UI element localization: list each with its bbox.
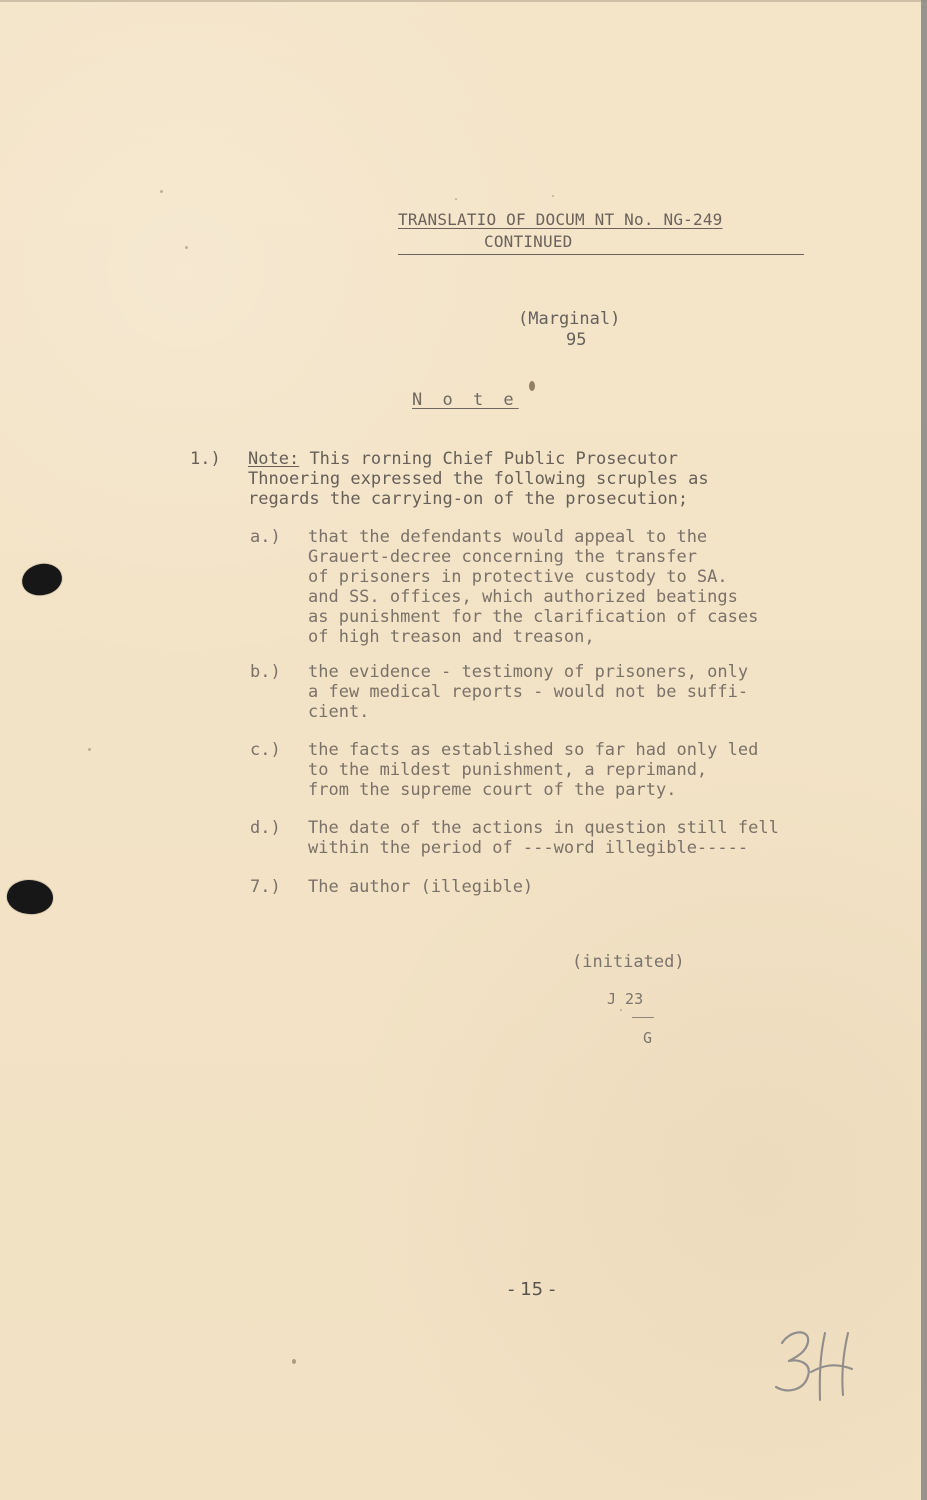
- paper-fleck: [185, 246, 188, 249]
- initial-code: J 23: [607, 990, 644, 1008]
- paper-fleck: [292, 1359, 296, 1364]
- item-b-line-2: a few medical reports - would not be suffi-: [308, 682, 749, 702]
- document-title-line-1: TRANSLATIO OF DOCUM NT No. NG-249: [398, 210, 723, 229]
- binder-hole-icon: [5, 877, 55, 916]
- item-7-line-1: The author (illegible): [308, 877, 534, 897]
- item-b-line-3: cient.: [308, 702, 370, 722]
- initiated-label: (initiated): [572, 952, 685, 972]
- handwritten-number-34-signature: [764, 1314, 859, 1409]
- paper-fleck: [552, 195, 554, 197]
- item-a-line-4: and SS. offices, which authorized beatings: [308, 587, 738, 607]
- main-note-line-2: Thnoering expressed the following scruples as: [248, 469, 709, 489]
- item-marker-c: c.): [250, 740, 281, 760]
- binder-hole-icon: [20, 561, 64, 597]
- marginal-label: (Marginal): [518, 309, 621, 329]
- item-b-line-1: the evidence - testimony of prisoners, only: [308, 662, 749, 682]
- item-marker-7: 7.): [250, 877, 281, 897]
- main-note-number: 1.): [190, 449, 221, 469]
- document-title-line-2: CONTINUED: [484, 232, 573, 251]
- item-marker-d: d.): [250, 818, 281, 838]
- main-note-label: Note:: [248, 449, 300, 469]
- item-a-line-6: of high treason and treason,: [308, 627, 595, 647]
- item-marker-b: b.): [250, 662, 281, 682]
- initial-letter: G: [643, 1029, 653, 1047]
- item-c-line-2: to the mildest punishment, a reprimand,: [308, 760, 708, 780]
- note-heading: N o t e: [412, 390, 519, 410]
- marginal-number: 95: [566, 330, 587, 350]
- main-note-line-3: regards the carrying-on of the prosecution;: [248, 489, 689, 509]
- top-edge: [0, 0, 927, 2]
- item-marker-a: a.): [250, 527, 281, 547]
- paper-fleck: [88, 748, 91, 751]
- item-body-b: [308, 662, 868, 722]
- initial-rule: [632, 1017, 654, 1018]
- page-number: - 15 -: [508, 1279, 556, 1300]
- paper-fleck: [620, 1009, 622, 1011]
- item-body-7: [308, 877, 868, 897]
- item-a-line-2: Grauert-decree concerning the transfer: [308, 547, 697, 567]
- item-d-line-2: within the period of ---word illegible-----: [308, 838, 749, 858]
- main-note-line: [248, 450, 808, 470]
- item-c-line-1: the facts as established so far had only led: [308, 740, 759, 760]
- item-d-line-1: The date of the actions in question still fell: [308, 818, 779, 838]
- item-a-line-3: of prisoners in protective custody to SA.: [308, 567, 728, 587]
- paper-fleck: [160, 190, 163, 193]
- item-body-c: [308, 740, 868, 800]
- main-note-line-1: This rorning Chief Public Prosecutor: [309, 449, 678, 469]
- paper-fleck: [455, 198, 457, 200]
- item-a-line-1: that the defendants would appeal to the: [308, 527, 708, 547]
- main-note-text: [248, 450, 808, 510]
- right-edge: [921, 0, 927, 1500]
- item-a-line-5: as punishment for the clarification of cases: [308, 607, 759, 627]
- item-c-line-3: from the supreme court of the party.: [308, 780, 677, 800]
- item-body-d: [308, 818, 868, 858]
- document-title-rule: [398, 254, 804, 255]
- item-body-a: [308, 527, 868, 647]
- ink-dot: [529, 381, 535, 391]
